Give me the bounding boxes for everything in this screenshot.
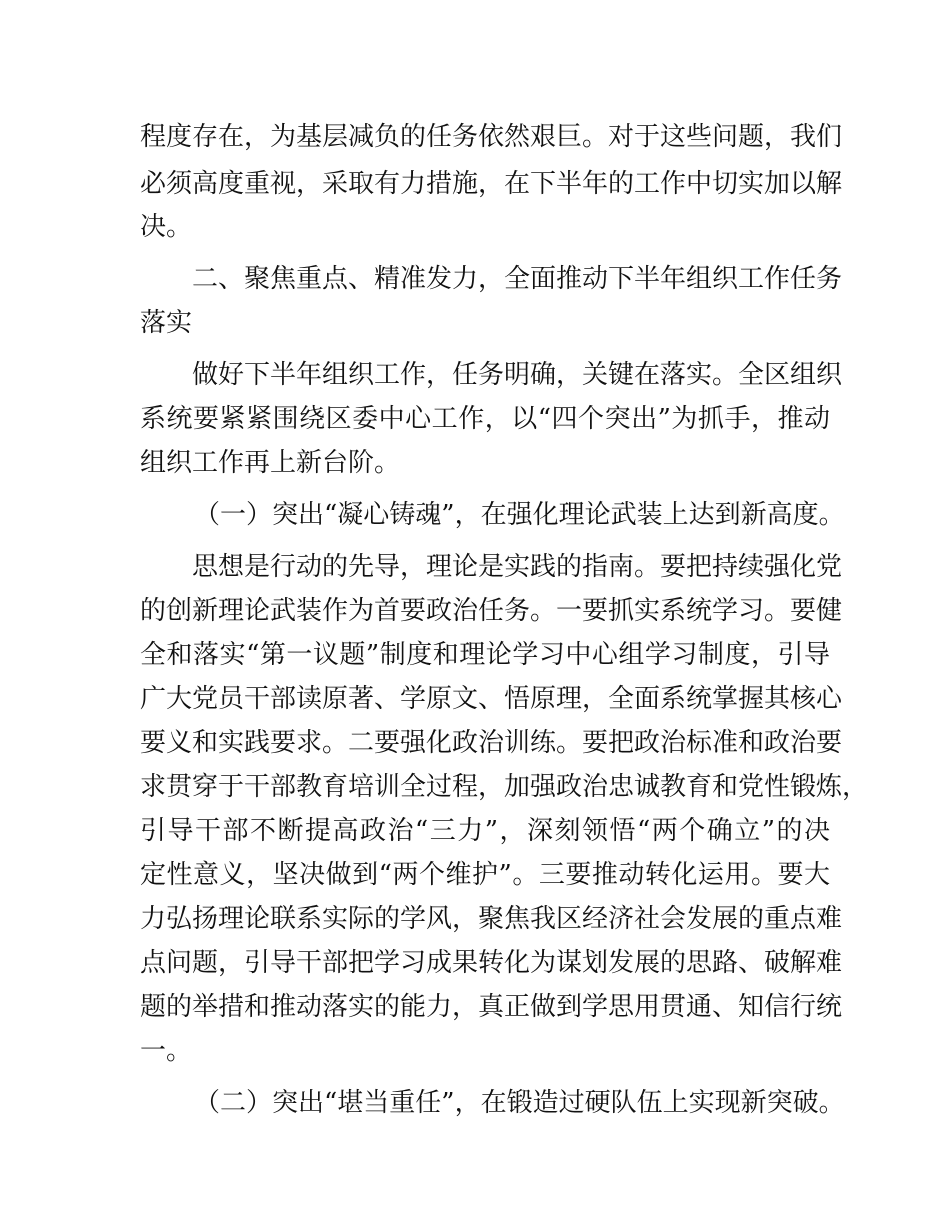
text-line: 引导干部不断提高政治“三力”，深刻领悟“两个确立”的决 <box>140 816 830 846</box>
text-line: 做好下半年组织工作，任务明确，关键在落实。全区组织 <box>192 360 843 390</box>
text-line: 广大党员干部读原著、学原文、悟原理，全面系统掌握其核心 <box>140 684 843 714</box>
text-line: 程度存在，为基层减负的任务依然艰巨。对于这些问题，我们 <box>140 122 843 152</box>
text-line: 求贯穿于干部教育培训全过程，加强政治忠诚教育和党性锻炼， <box>140 772 869 802</box>
text-line: 要义和实践要求。二要强化政治训练。要把政治标准和政治要 <box>140 728 843 758</box>
text-line: 的创新理论武装作为首要政治任务。一要抓实系统学习。要健 <box>140 596 843 626</box>
text-line: 必须高度重视，采取有力措施，在下半年的工作中切实加以解 <box>140 169 843 199</box>
section-heading: 落实 <box>140 308 193 338</box>
text-line: 系统要紧紧围绕区委中心工作，以“四个突出”为抓手，推动 <box>140 404 830 434</box>
subsection-heading: （二）突出“堪当重任”，在锻造过硬队伍上实现新突破。 <box>194 1088 845 1118</box>
subsection-heading: （一）突出“凝心铸魂”，在强化理论武装上达到新高度。 <box>194 500 845 530</box>
text-line: 组织工作再上新台阶。 <box>140 448 401 478</box>
text-line: 题的举措和推动落实的能力，真正做到学思用贯通、知信行统 <box>140 992 843 1022</box>
text-line: 决。 <box>140 212 193 242</box>
text-line: 定性意义，坚决做到“两个维护”。三要推动转化运用。要大 <box>140 860 830 890</box>
text-line: 力弘扬理论联系实际的学风，聚焦我区经济社会发展的重点难 <box>140 904 843 934</box>
section-heading: 二、聚焦重点、精准发力，全面推动下半年组织工作任务 <box>192 264 843 294</box>
text-line: 全和落实“第一议题”制度和理论学习中心组学习制度，引导 <box>140 640 830 670</box>
text-line: 点问题，引导干部把学习成果转化为谋划发展的思路、破解难 <box>140 948 843 978</box>
text-line: 一。 <box>140 1036 193 1066</box>
text-line: 思想是行动的先导，理论是实践的指南。要把持续强化党 <box>192 552 843 582</box>
